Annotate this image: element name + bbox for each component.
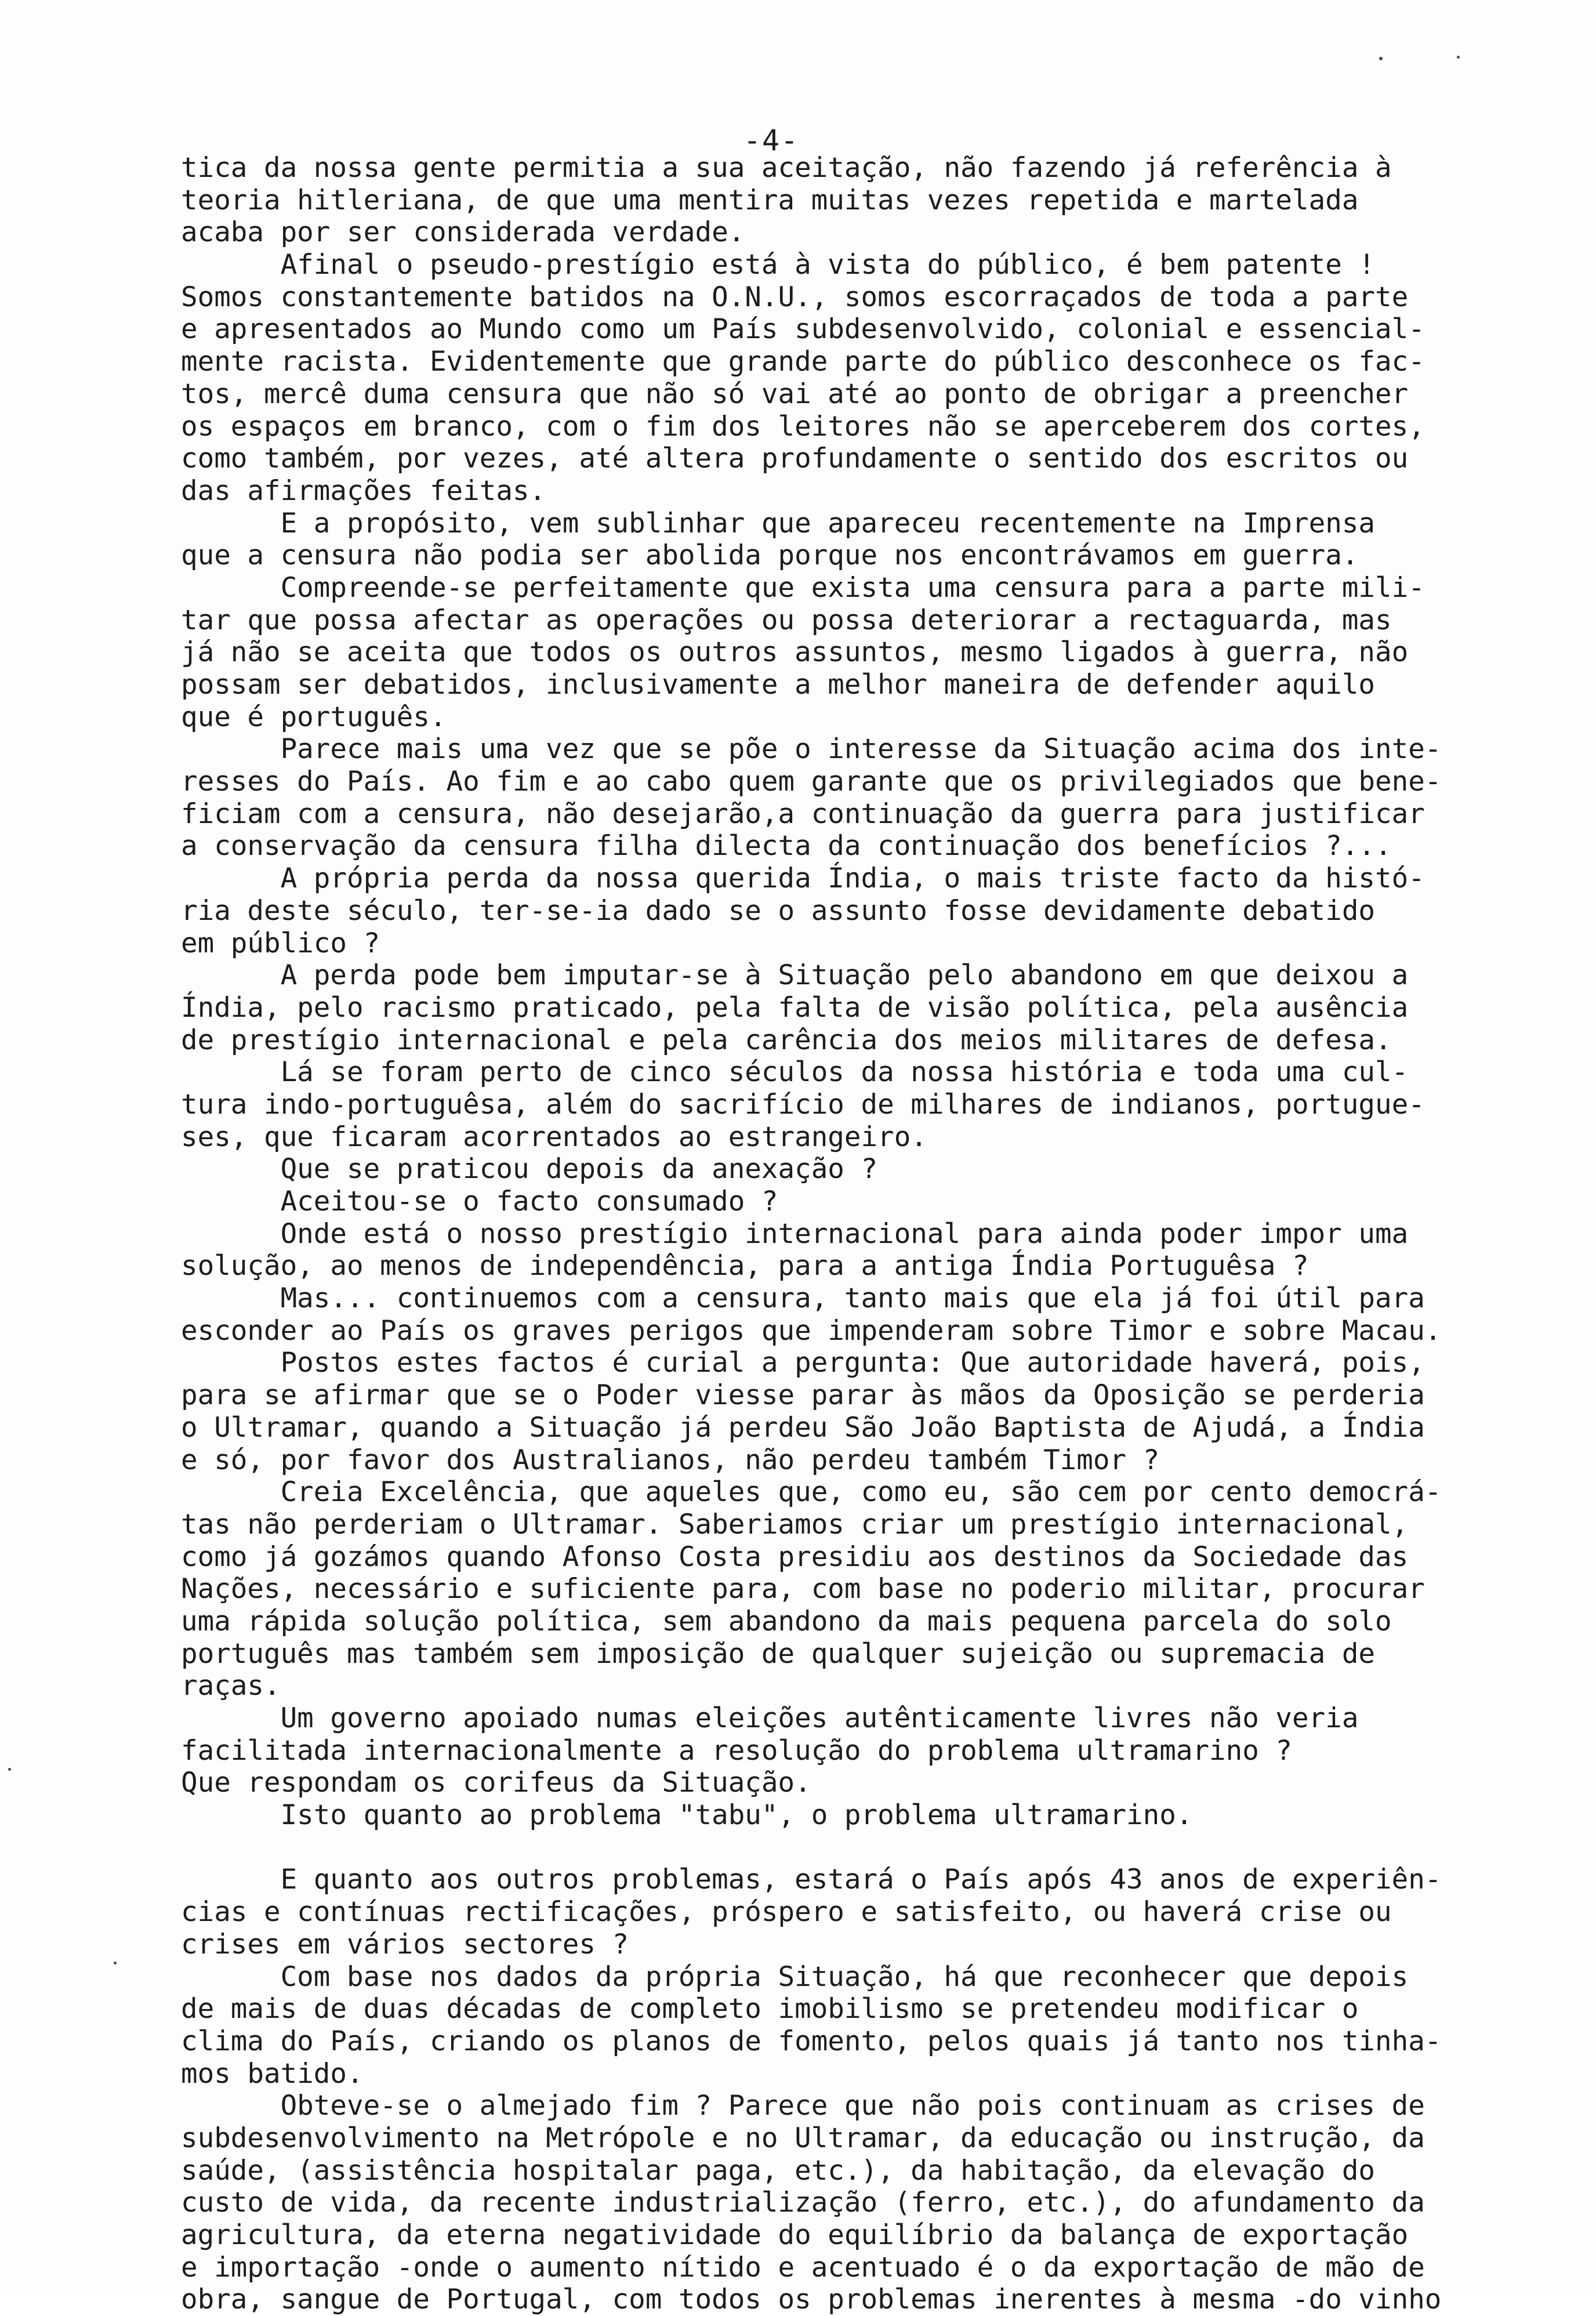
text-line: Somos constantemente batidos na O.N.U., somos escorraçados de toda a parte: [181, 281, 1409, 313]
text-line: E quanto aos outros problemas, estará o País após 43 anos de experiên-: [181, 1864, 1442, 1896]
text-line: custo de vida, da recente industrialização (ferro, etc.), do afundamento da: [181, 2187, 1425, 2219]
text-line: E a propósito, vem sublinhar que apareceu recentemente na Imprensa: [181, 507, 1376, 539]
text-line: em público ?: [181, 927, 380, 959]
text-line: a conservação da censura filha dilecta da continuação dos benefícios ?...: [181, 830, 1392, 862]
text-line: Que se praticou depois da anexação ?: [181, 1153, 878, 1186]
paper-speck: [1457, 56, 1460, 59]
text-line: tas não perderiam o Ultramar. Saberiamos criar um prestígio internacional,: [181, 1508, 1409, 1541]
text-line: clima do País, criando os planos de fomento, pelos quais já tanto nos tinha-: [181, 2025, 1442, 2057]
text-line: para se afirmar que se o Poder viesse parar às mãos da Oposição se perderia: [181, 1379, 1425, 1412]
text-line: tica da nossa gente permitia a sua aceitação, não fazendo já referência à: [181, 152, 1392, 184]
text-line: Compreende-se perfeitamente que exista uma censura para a parte mili-: [181, 571, 1425, 604]
text-line: os espaços em branco, com o fim dos leitores não se aperceberem dos cortes,: [181, 410, 1425, 443]
text-line: e importação -onde o aumento nítido e acentuado é o da exportação de mão de: [181, 2251, 1425, 2284]
text-line: Aceitou-se o facto consumado ?: [181, 1186, 778, 1217]
text-line: Onde está o nosso prestígio internacional para ainda poder impor uma: [181, 1217, 1409, 1250]
text-line: Com base nos dados da própria Situação, há que reconhecer que depois: [181, 1960, 1409, 1993]
text-line: ficiam com a censura, não desejarão,a continuação da guerra para justificar: [181, 798, 1425, 830]
text-line: facilitada internacionalmente a resolução do problema ultramarino ?: [181, 1734, 1293, 1767]
text-line: uma rápida solução política, sem abandono da mais pequena parcela do solo: [181, 1605, 1392, 1637]
text-line: Isto quanto ao problema "tabu", o problema ultramarino.: [181, 1799, 1193, 1832]
text-line: e apresentados ao Mundo como um País subdesenvolvido, colonial e essencial-: [181, 313, 1425, 346]
text-line: esconder ao País os graves perigos que impenderam sobre Timor e sobre Macau.: [181, 1314, 1442, 1347]
text-line: como também, por vezes, até altera profundamente o sentido dos escritos ou: [181, 443, 1409, 475]
text-line: solução, ao menos de independência, para a antiga Índia Portuguêsa ?: [181, 1250, 1309, 1282]
text-line: possam ser debatidos, inclusivamente a melhor maneira de defender aquilo: [181, 669, 1376, 701]
text-line: Índia, pelo racismo praticado, pela falta de visão política, pela ausência: [181, 991, 1409, 1024]
text-line: agricultura, da eterna negatividade do equilíbrio da balança de exportação: [181, 2219, 1409, 2251]
paper-speck: [8, 1768, 11, 1771]
text-line: que a censura não podia ser abolida porque nos encontrávamos em guerra.: [181, 539, 1359, 572]
text-line: raças.: [181, 1670, 281, 1702]
text-line: acaba por ser considerada verdade.: [181, 216, 745, 249]
text-line: Lá se foram perto de cinco séculos da nossa história e toda uma cul-: [181, 1056, 1409, 1089]
text-line: Postos estes factos é curial a pergunta: Que autoridade haverá, pois,: [181, 1347, 1425, 1379]
text-line: mos batido.: [181, 2057, 364, 2090]
text-line: que é português.: [181, 701, 447, 733]
typed-text-body: [181, 152, 1486, 2316]
text-line: de prestígio internacional e pela carência dos meios militares de defesa.: [181, 1024, 1392, 1056]
text-line: tura indo-portuguêsa, além do sacrifício de milhares de indianos, portugue-: [181, 1088, 1425, 1121]
text-line: Creia Excelência, que aqueles que, como eu, são cem por cento democrá-: [181, 1476, 1442, 1509]
paper-speck: [1379, 57, 1383, 60]
text-line: Nações, necessário e suficiente para, com base no poderio militar, procurar: [181, 1573, 1425, 1605]
text-line: A própria perda da nossa querida Índia, o mais triste facto da histó-: [181, 862, 1425, 895]
paper-speck: [114, 1962, 117, 1965]
text-line: ses, que ficaram acorrentados ao estrangeiro.: [181, 1121, 927, 1153]
text-line: Mas... continuemos com a censura, tanto mais que ela já foi útil para: [181, 1282, 1425, 1315]
text-line: de mais de duas décadas de completo imobilismo se pretendeu modificar o: [181, 1993, 1359, 2025]
text-line: tos, mercê duma censura que não só vai até ao ponto de obrigar a preencher: [181, 378, 1409, 410]
blank-line: [181, 1832, 1486, 1864]
text-line: o Ultramar, quando a Situação já perdeu São João Baptista de Ajudá, a Índia: [181, 1411, 1425, 1444]
text-line: e só, por favor dos Australianos, não perdeu também Timor ?: [181, 1444, 1160, 1476]
page-number: -4-: [743, 124, 800, 157]
text-line: Parece mais uma vez que se põe o interesse da Situação acima dos inte-: [181, 733, 1442, 766]
text-line: mente racista. Evidentemente que grande parte do público desconhece os fac-: [181, 346, 1425, 378]
text-line: saúde, (assistência hospitalar paga, etc.), da habitação, da elevação do: [181, 2154, 1376, 2187]
text-line: Obteve-se o almejado fim ? Parece que não pois continuam as crises de: [181, 2090, 1425, 2122]
text-line: obra, sangue de Portugal, com todos os problemas inerentes à mesma -do vinho: [181, 2284, 1442, 2316]
text-line: Que respondam os corifeus da Situação.: [181, 1767, 811, 1799]
text-line: tar que possa afectar as operações ou possa deteriorar a rectaguarda, mas: [181, 604, 1392, 636]
text-line: Um governo apoiado numas eleições autênticamente livres não veria: [181, 1702, 1359, 1734]
text-line: já não se aceita que todos os outros assuntos, mesmo ligados à guerra, não: [181, 636, 1409, 669]
text-line: cias e contínuas rectificações, próspero e satisfeito, ou haverá crise ou: [181, 1896, 1392, 1929]
text-line: crises em vários sectores ?: [181, 1928, 629, 1960]
text-line: subdesenvolvimento na Metrópole e no Ultramar, da educação ou instrução, da: [181, 2122, 1425, 2154]
text-line: A perda pode bem imputar-se à Situação pelo abandono em que deixou a: [181, 959, 1409, 992]
text-line: resses do País. Ao fim e ao cabo quem garante que os privilegiados que bene-: [181, 766, 1442, 798]
text-line: das afirmações feitas.: [181, 474, 546, 507]
text-line: ria deste século, ter-se-ia dado se o assunto fosse devidamente debatido: [181, 894, 1376, 927]
text-line: teoria hitleriana, de que uma mentira muitas vezes repetida e martelada: [181, 184, 1359, 216]
text-line: português mas também sem imposição de qualquer sujeição ou supremacia de: [181, 1637, 1376, 1670]
text-line: como já gozámos quando Afonso Costa presidiu aos destinos da Sociedade das: [181, 1541, 1409, 1573]
text-line: Afinal o pseudo-prestígio está à vista do público, é bem patente !: [181, 249, 1376, 281]
